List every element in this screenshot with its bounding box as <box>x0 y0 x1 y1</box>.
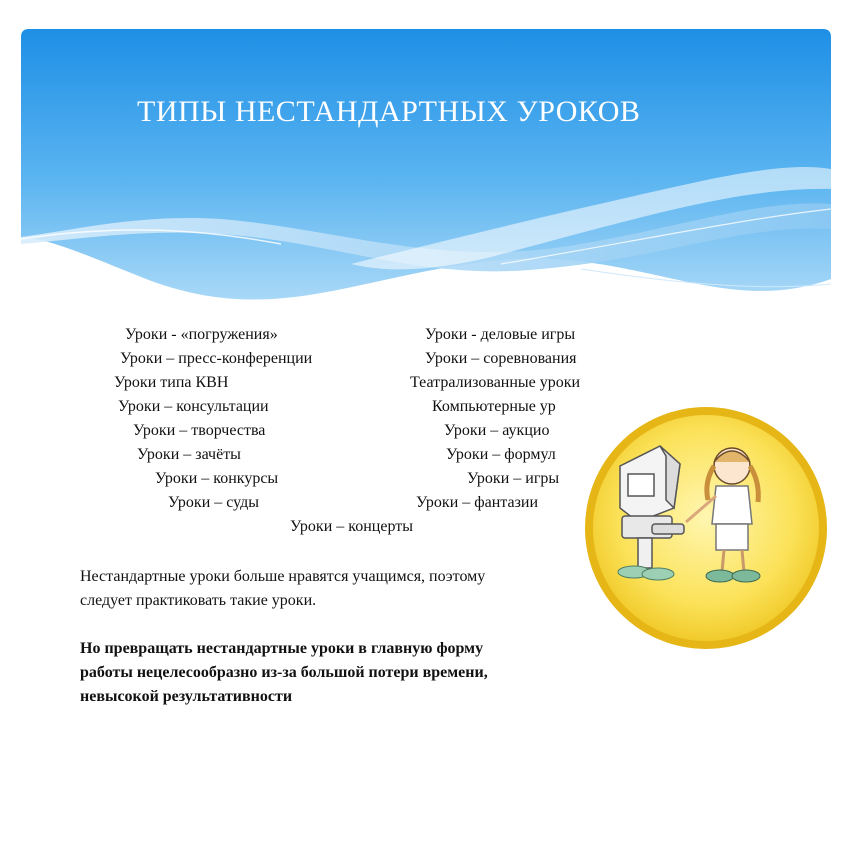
lesson-left-2: Уроки – пресс-конференции <box>120 350 313 367</box>
lesson-right-1: Уроки - деловые игры <box>425 326 576 343</box>
warning-line-2: работы нецелесообразно из-за большой потери времени, <box>80 664 488 681</box>
note-line-1: Нестандартные уроки больше нравятся учащимся, поэтому <box>80 568 486 585</box>
lesson-left-3: Уроки типа КВН <box>114 374 229 391</box>
lesson-right-8: Уроки – фантазии <box>416 494 539 511</box>
header-banner <box>21 29 831 349</box>
lesson-right-5: Уроки – аукцио <box>444 422 550 439</box>
warning-line-3: невысокой результативности <box>80 688 293 705</box>
lesson-left-7: Уроки – конкурсы <box>155 470 279 487</box>
lesson-left-1: Уроки - «погружения» <box>125 326 278 343</box>
lesson-right-3: Театрализованные уроки <box>410 374 581 391</box>
lesson-right-7: Уроки – игры <box>467 470 560 487</box>
lesson-left-5: Уроки – творчества <box>133 422 266 439</box>
lesson-left-6: Уроки – зачёты <box>137 446 241 463</box>
girl-and-computer-illustration <box>582 404 830 652</box>
lesson-right-6: Уроки – формул <box>446 446 556 463</box>
illustration-badge <box>582 404 830 652</box>
lesson-right-4: Компьютерные ур <box>432 398 556 415</box>
note-line-2: следует практиковать такие уроки. <box>80 592 317 609</box>
lesson-left-8: Уроки – суды <box>168 494 260 511</box>
sky-wave-graphic <box>21 29 831 349</box>
warning-paragraph <box>80 637 600 709</box>
lesson-right-2: Уроки – соревнования <box>425 350 577 367</box>
lesson-center: Уроки – концерты <box>290 518 413 535</box>
lesson-left-4: Уроки – консультации <box>118 398 269 415</box>
warning-line-1: Но превращать нестандартные уроки в главную форму <box>80 640 484 657</box>
slide-title: ТИПЫ НЕСТАНДАРТНЫХ УРОКОВ <box>137 95 641 128</box>
note-paragraph <box>80 565 600 613</box>
